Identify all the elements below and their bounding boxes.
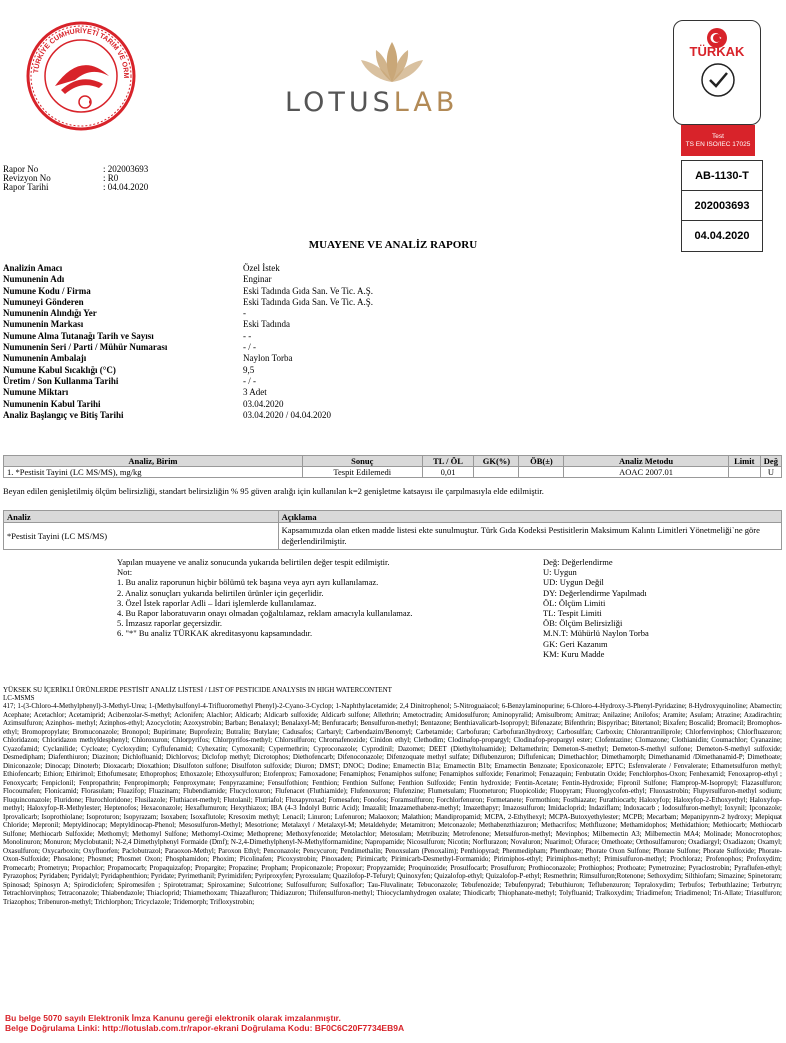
logo-lab: LAB [393, 87, 459, 118]
table-header: Sonuç [302, 456, 422, 467]
logo-lotus: LOTUS [285, 87, 394, 118]
info-key: Üretim / Son Kullanma Tarihi [3, 375, 119, 386]
note-line: 5. İmzasız raporlar geçersizdir. [117, 618, 223, 629]
table-header: GK(%) [474, 456, 519, 467]
legend-item: DY: Değerlendirme Yapılmadı [543, 587, 647, 598]
lotus-icon [355, 40, 430, 85]
note-line: Yapılan muayene ve analiz sonucunda yukarıda belirtilen değer tespit edilmiştir. [117, 557, 390, 567]
table-header: TL / ÖL [422, 456, 474, 467]
info-value: - [243, 308, 246, 319]
table-header: Limit [728, 456, 760, 467]
meta-key: Rapor Tarihi [3, 182, 49, 192]
info-value: Eski Tadında Gıda San. Ve Tic. A.Ş. [243, 296, 374, 307]
lotuslab-logo [285, 87, 458, 118]
meta-key: Revizyon No [3, 173, 51, 183]
turkak-test-label: Test [712, 133, 724, 140]
table-header: Analiz Metodu [564, 456, 728, 467]
info-key: Numunenin Ambalajı [3, 353, 87, 364]
table-cell: *Pestisit Tayini (LC MS/MS) [4, 523, 279, 550]
table-header: Değ [760, 456, 781, 467]
info-value: - - [243, 330, 252, 341]
ministry-seal [25, 20, 137, 132]
info-key: Numunenin Seri / Parti / Mühür Numarası [3, 342, 168, 353]
info-key: Analiz Başlangıç ve Bitiş Tarihi [3, 409, 124, 420]
info-key: Numunenin Kabul Tarihi [3, 398, 101, 409]
info-key: Numunenin Adı [3, 274, 65, 285]
sample-info [3, 263, 373, 421]
meta-value: : R0 [103, 173, 119, 183]
legend-item: M.N.T: Mühürlü Naylon Torba [543, 628, 649, 639]
info-key: Numune Kodu / Firma [3, 285, 91, 296]
info-value: Eski Tadında [243, 319, 290, 330]
note-line: 4. Bu Rapor laboratuvarın onayı olmadan çoğaltılamaz, reklam amacıyla kullanılamaz. [117, 608, 413, 619]
table-header: Analiz [4, 511, 279, 523]
legend-item: U: Uygun [543, 567, 577, 578]
info-value: - / - [243, 342, 256, 353]
table-header: Açıklama [278, 511, 781, 523]
legend-item: GK: Geri Kazanım [543, 638, 608, 649]
note-line: 3. Özel İstek raporlar Adli – İdari işlemlerde kullanılamaz. [117, 597, 317, 608]
turkak-check-icon [700, 62, 736, 103]
info-value: 03.04.2020 / 04.04.2020 [243, 409, 332, 420]
e-signature-footer [5, 1014, 404, 1033]
note-line: Not: [117, 567, 133, 578]
table-cell: Tespit Edilemedi [302, 467, 422, 478]
table-header: Analiz, Birim [4, 456, 303, 467]
info-value: Özel İstek [243, 263, 280, 273]
legend-item: ÖB: Ölçüm Belirsizliği [543, 618, 623, 629]
info-value: Enginar [243, 274, 272, 285]
note-line: 6. "*" Bu analiz TÜRKAK akreditasyonu kapsamındadır. [117, 628, 313, 639]
table-cell: 0,01 [422, 467, 474, 478]
report-number-cell: 202003693 [682, 191, 762, 221]
note-line: 2. Analiz sonuçları yukarıda belirtilen ürünler için geçerlidir. [117, 587, 324, 598]
turkak-name: TÜRKAK [689, 44, 745, 59]
table-cell [474, 467, 519, 478]
info-key: Numune Miktarı [3, 387, 69, 398]
table-cell [519, 467, 564, 478]
info-value: 03.04.2020 [243, 398, 284, 409]
pesticide-method: LC-MSMS [3, 694, 35, 702]
report-date-cell: 04.04.2020 [694, 230, 750, 242]
table-row [4, 467, 782, 478]
note-line: 1. Bu analiz raporunun hiçbir bölümü tek başına veya ayrı ayrı kullanılamaz. [117, 577, 379, 588]
legend-item: Değ: Değerlendirme [543, 557, 613, 567]
info-key: Numunenin Markası [3, 319, 84, 330]
legend-item: KM: Kuru Madde [543, 648, 605, 659]
info-key: Numunenin Alındığı Yer [3, 308, 97, 319]
table-cell: AOAC 2007.01 [564, 467, 728, 478]
table-header-row [4, 456, 782, 467]
accreditation-code: AB-1130-T [682, 161, 762, 191]
seal-text: TÜRKİYE CUMHURİYETİ TARIM VE ORM [33, 27, 130, 79]
table-cell: Kapsamımızda olan etken madde listesi ekte sunulmuştur. Türk Gıda Kodeksi Pestisitlerin Maksimum Kalıntı Limitleri Yönetmeliği`ne göre değerlendirilmiştir. [278, 523, 781, 550]
report-meta [3, 165, 148, 192]
table-header: ÖB(±) [519, 456, 564, 467]
explanation-table [3, 510, 782, 550]
signature-note: Bu belge 5070 sayılı Elektronik İmza Kanunu gereği elektronik olarak imzalanmıştır. [5, 1013, 341, 1023]
uncertainty-note: Beyan edilen genişletilmiş ölçüm belirsizliği, standart belirsizliğin % 95 güven aralığı için kullanılan k=2 genişletme katsayısı ile çarpılmasıyla elde edilmiştir. [3, 486, 544, 496]
pesticide-list-title: YÜKSEK SU İÇERİKLİ ÜRÜNLERDE PESTİSİT ANALİZ LİSTESİ / LIST OF PESTICIDE ANALYSIS IN HIGH WATERCONTENT [3, 686, 392, 694]
info-key: Numune Kabul Sıcaklığı (°C) [3, 364, 116, 375]
table-cell: U [760, 467, 781, 478]
legend-item: UD: Uygun Değil [543, 577, 604, 588]
meta-key: Rapor No [3, 164, 39, 174]
info-value: 9,5 [243, 364, 255, 375]
legend-item: TL: Tespit Limiti [543, 608, 602, 619]
info-key: Numune Alma Tutanağı Tarih ve Sayısı [3, 330, 154, 341]
turkak-code-small: AB-1130-T [701, 149, 735, 156]
pesticide-list: 417; 1-(3-Chloro-4-Methylphenyl)-3-Methyl-Urea; 1-(Methylsulfonyl-4-Trifluoromethyl Phenyl)-2-Cyano-3-Cyclop; 1-Naphthylacetamide; 2,4 Dinitrophenol; 5-Nitroguaiacol; 6-Benzylaminopurine; 6-Chloro-4-Hydroxy-3-Phenyl-Pyridazine; 8-Hydroxyquinoline; Abamectin; Acephate; Acetachlor; Acetamiprid; Acibenzolar-S-methyl; Aclonifen; Alachlor; Aldicarb; Aldicarb sulfoxide; Aldicarb sulfone; Allethrin; Ametoctradin; Amidosulfuron; Aminopyralid; Amisulbrom; Amitraz; Anilazine; Anilofos; Aramite; Asulam; Atrazine; Azadirachtin; Azimsulfuron; Azinphos- methyl; Azinphos-ethyl; Azocyclotin; Azoxystrobin; Barban; Benalaxyl; Benalaxyl-M; Benfuracarb; Bensulfuron-methyl; Bentazone; Benthiavalicarb-Isopropyl; Bifenazate; Bifenthrin; Bispyribac; Bitertanol; Bixafen; Boscalid; Bromacil; Bromophos-ethyl; Bromopropylate; Bromuconazole; Bronopol; Bupirimate; Buprofezin; Butralin; Butylate; Cadusafos; Carbaryl; Carbendazim/Benomyl; Carbetamide; Carbofuran; Carbofuran3hydroxy; Carbosulfan; Carboxin; Chlorantraniliprole; Chlorfenvinphos; Chlorfluazuron; Chloridazon; Chloridazon methyldesphenyl; Chloroxuron; Chlorpyrifos; Chlorpyrifos-methyl; Chlorsulfuron; Chromafenozide; Cinidon ethyl; Clethodim; Clodinafop-propargyl; Clodinafop-propargyl ester; Clofentazine; Clomazone; Clothianidin; Coumachlor; Cyanazine; Cyazofamid; Cyclanilide; Cycloate; Cycloxydim; Cyflufenamid; Cyhexatin; Cymoxanil; Cypermethrin; Cyproconazole; Cyprodinil; Dazomet; DEET (Diethyltoluamide); Deltamethrin; Demeton-S-methyl; Demeton-S-methyl sulfone; Demeton-S-methyl sulfoxide; Desmedipham; Diafenthiuron; Diazinon; Dichlofluanid; Dichlorvos; Diclofop methyl; Dicrotophos; Diethofencarb; Difenoconazole; Difenzoquate methyl sulfate; Diflubenzuron; Diflufenican; Dimethachlor; Dimethamorph; Dimethanamid /Dimethanamid-P; Dimethoate; Diniconazole; Dinocap; Dinoterb; Dioxacarb; Dioxathion; Disulfoton sulfone; Disulfoton sulfoxide; Diuron; DMST; DNOC; Dodine; Emamectin B1a; Emamectin B1b; Emamectin Benzoate; Epoxiconazole; EPTC; Esfenvalerate / Fenvalerate; Ethametsulfuron methyl; Ethiofencarb; Ethion; Ethirimol; Ethofumesate; Ethoprophos; Ethoxazole; Ethoxysulfuron; Etofenprox; Famoxadone; Fenamiphos; Fenamiphos sulfone; Fenamiphos sulfoxide; Fenarimol; Fenazaquin; Fenbutatin Oxide; Fenchlorphos-Oxon; Fenhexamid; Fenoxaprop-ethyl ; Fenoxycarb; Fenpiclonil; Fenpropathrin; Fenpropimorph; Fenproxymate; Fenpyrazamine; Fensulfothion; Fenthion; Fenthion Sulfone; Fenthion Sulfoxide; Fentin hydroxide; Fentin-Acetate; Fentin-Hydroxide; Fipronil Sulfone; Flamprop-M-Isopropyl; Flazasulfuron; Flocoumafen; Flonicamid; Florasulam; Fluazifop; Fluazinam; Flubendiamide; Flucycloxuron; Flufenacet (Fluthiamide); Flufenoxuron; Flufenzine; Flumetsulam; Fluometuron; Fluopicolide; Fluopyram; Fluoroglycofen-ethyl; Fluoxastrobin; Flupyrsulfuron-methyl sodium; Fluquinconazole; Fluridone; Flurochloridone; Flusilazole; Fluthiacet-methyl; Flutolanil; Flutriafol; Fluxapyroxad; Fomesafen; Fonofos; Foramsulfuron; Forchlorfenuron; Formetanete; Formothion; Fosthiazate; Furathiocarb; Haloxyfop; Haloxyfop-2-Ethoxyethyl; Haloxyfop-methyl; Haloxyfop-R-Methylester; Heptenofos; Hexaconazole; Hexaflumuron; Hexythiazox; IBA (4-3 İndolyl Butric Acid); Imazalil; Imazamethabenz-methyl; Imazethapyr; Imazosulfuron; Imidacloprid; Indaziflam; Indoxacarb ; Iodosulfuron-methyl; Ioxynil; Ipconazole; Iprovalicarb; Isoprothiolane; Isoproturon; Isopyrazam; Isoxaben; Isoxaflutole; Kresoxim methyl; Lenacil; Linuron; Lufenuron; Malaoxon; Malathion; Mandipropamid; MCPA, 2-Ethylhexyl; MCPA-Butoxyethylester; MCPB; Mecarbam; Mepanipyrım-2 hydroxy; Mepiquat Chloride; Mepronil; Meptyldinocap; Meptyldinocap-Phenol; Mesosulfuron-Methyl; Mesotrione; Metalaxyl / Metalaxyl-M; Metaldehyde; Metamitron; Metconazole; Methabenzthiazuron; Methacrifos; Methfluzone; Methamidophos; Methidathion; Methiocarb; Methiocarb Sulfone; Methiocarb Sulfoxide; Methomyl; Methomyl Sulfone; Methomyl-Oxime; Methoprene; Methoxyfenozide; Metolachlor; Metosulam; Metribuzin; Metrofenone; Metsulfuron-methyl; Mevinphos; Milbemectin A3; Milbemectin MA4; Molinade; Monocrotophos; Monolinuron; Monuron; Myclobutanil; N-2,4 Dimethylphenyl Formaide (Dmf); N-2,4-Dimethylphenyl-N-Methylformamidine; Napropamide; Nicosulfuron; Nicotin; Norflurazon; Novaluron; Nuarimol; Ofurace; Omethoate; Orthosulfamuron; Oxadiargyl; Oxadiazon; Oxamyl; Oxasulfuron; Oxycarboxin; Oxyfluorfen; Paclobutrazol; Paraoxon-Methyl; Paroxon Ethyl; Penconazole; Pencycuron; Pendimethalin; Penoxsulam (Penoxalim); Penthiopyrad; Phenmedipham; Phenthoate; Phorate Oxon Sulfone; Phorate Sulfone; Phorate Sulfoxide; Phorate-Oxon-Sulfoxide; Phosalone; Phosmet; Phosmet Oxon; Phosphamidon; Phoxim; Picolinafen; Picoxystrobin; Pinoxaden; Pirimicarb; Pirimicarb-Desmethyl-Formamido; Pirimiphos-ethyl; Pirimiphos-methyl; Primisulfuron-methyl; Prochloraz; Profenophos; Profoxydim; Promecarb; Prometryn; Propachlor; Propamocarb; Propaquizafop; Propargite; Propazine; Propham; Propiconazole; Propoxur; Propyzamide; Proquinozide; Prosulfocarb; Prosulfuron; Prothioconazole; Prothiophos; Prothoate; Pymetrozine; Pyraclostrobin; Pyraflufen-ethyl; Pyrazophos; Pyridaben; Pyridalyl; Pyridaphenthion; Pyridate; Pyrimethanil; Pyrimidifen; Pyriproxyfen; Pyroxsulam; Quazilofop-P-Tefuryl; Quinoxyfen; Quizalofop-ethyl; Quizalofop-P-ethyl; Resmethrin; Rimsulfuron;Rotenone; Sethoxydim; Silthiofam; Simazine; Spinetoram; Spinosad; Spinosyn A; Spirodiclofen; Spiromesifen ; Spirotetramat; Spiroxamine; Sulcotrione; Sulfosulfuron; Sulfoxaflor; Tau-Fluvalinate; Tebuconazole; Tebufenozide; Tebufenpyrad; Tebuthiuron; Teflubenzuron; Tepraloxydim; Terbufos; Terbuthlazine; Terbutryn; Tetrachlorvinphos; Tetraconazole; Thiabendazole; Thiacloprid; Thiamethoxam; Thiazafluron; Thidiazuron; Thifensulfuron-methyl; Thiocyclamhydrogen oxalate; Thiodicarb; Thiophanate-methyl; Tolyfluanid; Tralkoxydim; Triadimefon; Triadimenol; Tri-Allate; Triasulfuron; Triazophos; Tribenuron-methyl; Trichlorphon; Tricyclazole; Tridemorph; Trifloxystrobin; [3, 702, 782, 906]
table-header-row [4, 511, 782, 523]
report-title: MUAYENE VE ANALİZ RAPORU [308, 239, 478, 251]
info-key: Numuneyi Gönderen [3, 296, 84, 307]
results-table [3, 455, 782, 478]
turkak-standard: TS EN ISO/IEC 17025 [685, 141, 751, 148]
legend-item: ÖL: Ölçüm Limiti [543, 597, 606, 608]
table-cell: 1. *Pestisit Tayini (LC MS/MS), mg/kg [4, 467, 303, 478]
report-notes [117, 557, 497, 639]
meta-value: : 04.04.2020 [103, 182, 149, 192]
abbreviation-legend [543, 557, 649, 659]
table-cell [728, 467, 760, 478]
verification-link[interactable]: Belge Doğrulama Linki: http://lotuslab.com.tr/rapor-ekrani Doğrulama Kodu: BF0C6C20F7734EB9A [5, 1022, 405, 1033]
info-value: - / - [243, 375, 256, 386]
info-value: Eski Tadında Gıda San. Ve Tic. A.Ş. [243, 285, 374, 296]
table-row [4, 523, 782, 550]
info-key: Analizin Amacı [3, 263, 63, 273]
info-value: Naylon Torba [243, 353, 293, 364]
meta-value: : 202003693 [103, 164, 149, 174]
info-value: 3 Adet [243, 387, 267, 398]
